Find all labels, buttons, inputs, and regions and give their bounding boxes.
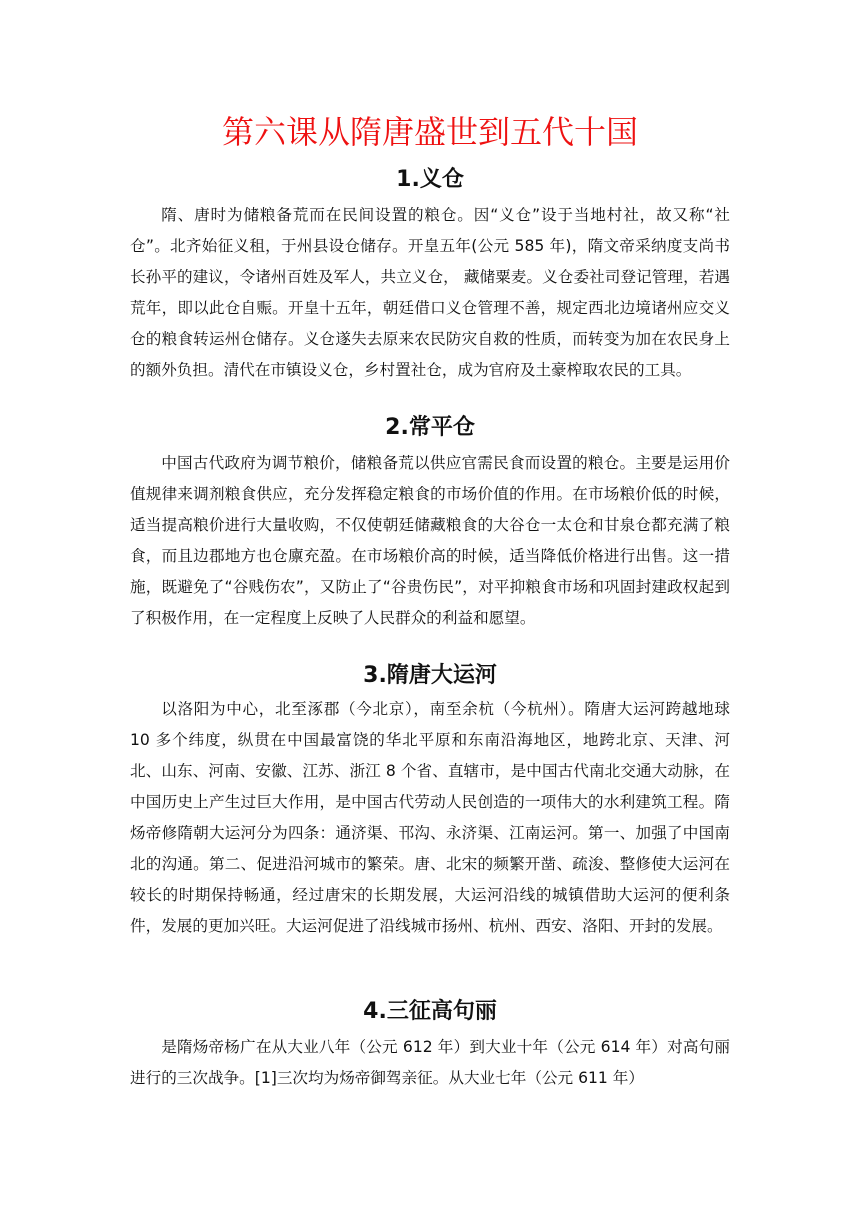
section-heading-yicang: 1.义仓: [396, 167, 464, 192]
section-body-changpingcang: 中国古代政府为调节粮价，储粮备荒以供应官需民食而设置的粮仓。主要是运用价值规律来调剂粮食供应，充分发挥稳定粮食的市场价值的作用。在市场粮价低的时候，适当提高粮价进行大量收购，不仅使朝廷储藏粮食的大谷仓一太仓和甘泉仓都充满了粮食，而且边郡地方也仓廪充盈。在市场粮价高的时候，适当降低价格进行出售。这一措施，既避免了“谷贱伤农”，又防止了“谷贵伤民”，对平抑粮食市场和巩固封建政权起到了积极作用，在一定程度上反映了人民群众的利益和愿望。: [130, 454, 730, 627]
document-title: 第六课从隋唐盛世到五代十国: [221, 113, 638, 151]
section-heading-goguryeo: 4.三征高句丽: [363, 999, 497, 1024]
section-body-goguryeo: 是隋炀帝杨广在从大业八年（公元 612 年）到大业十年（公元 614 年）对高句丽进行的三次战争。[1]三次均为炀帝御驾亲征。从大业七年（公元 611 年）: [130, 1038, 730, 1087]
section-heading-grand-canal: 3.隋唐大运河: [363, 663, 497, 688]
section-heading-changpingcang: 2.常平仓: [385, 415, 475, 440]
section-body-yicang: 隋、唐时为储粮备荒而在民间设置的粮仓。因“义仓”设于当地村社，故又称“社仓”。北齐始征义租，于州县设仓储存。开皇五年(公元 585 年)，隋文帝采纳度支尚书长孙平的建议，令诸州百姓及军人，共立义仓， 藏储粟麦。义仓委社司登记管理，若遇荒年，即以此仓自赈。开皇十五年，朝廷借口义仓管理不善，规定西北边境诸州应交义仓的粮食转运州仓储存。义仓遂失去原来农民防灾自救的性质，而转变为加在农民身上的额外负担。清代在市镇设义仓，乡村置社仓，成为官府及土豪榨取农民的工具。: [130, 206, 730, 379]
section-body-grand-canal: 以洛阳为中心，北至涿郡（今北京），南至余杭（今杭州）。隋唐大运河跨越地球 10 多个纬度，纵贯在中国最富饶的华北平原和东南沿海地区，地跨北京、天津、河北、山东、河南、安徽、江苏、浙江 8 个省、直辖市，是中国古代南北交通大动脉，在中国历史上产生过巨大作用，是中国古代劳动人民创造的一项伟大的水利建筑工程。隋炀帝修隋朝大运河分为四条：通济渠、邗沟、永济渠、江南运河。第一、加强了中国南北的沟通。第二、促进沿河城市的繁荣。唐、北宋的频繁开凿、疏浚、整修使大运河在较长的时期保持畅通，经过唐宋的长期发展，大运河沿线的城镇借助大运河的便利条件，发展的更加兴旺。大运河促进了沿线城市扬州、杭州、西安、洛阳、开封的发展。: [130, 700, 730, 935]
